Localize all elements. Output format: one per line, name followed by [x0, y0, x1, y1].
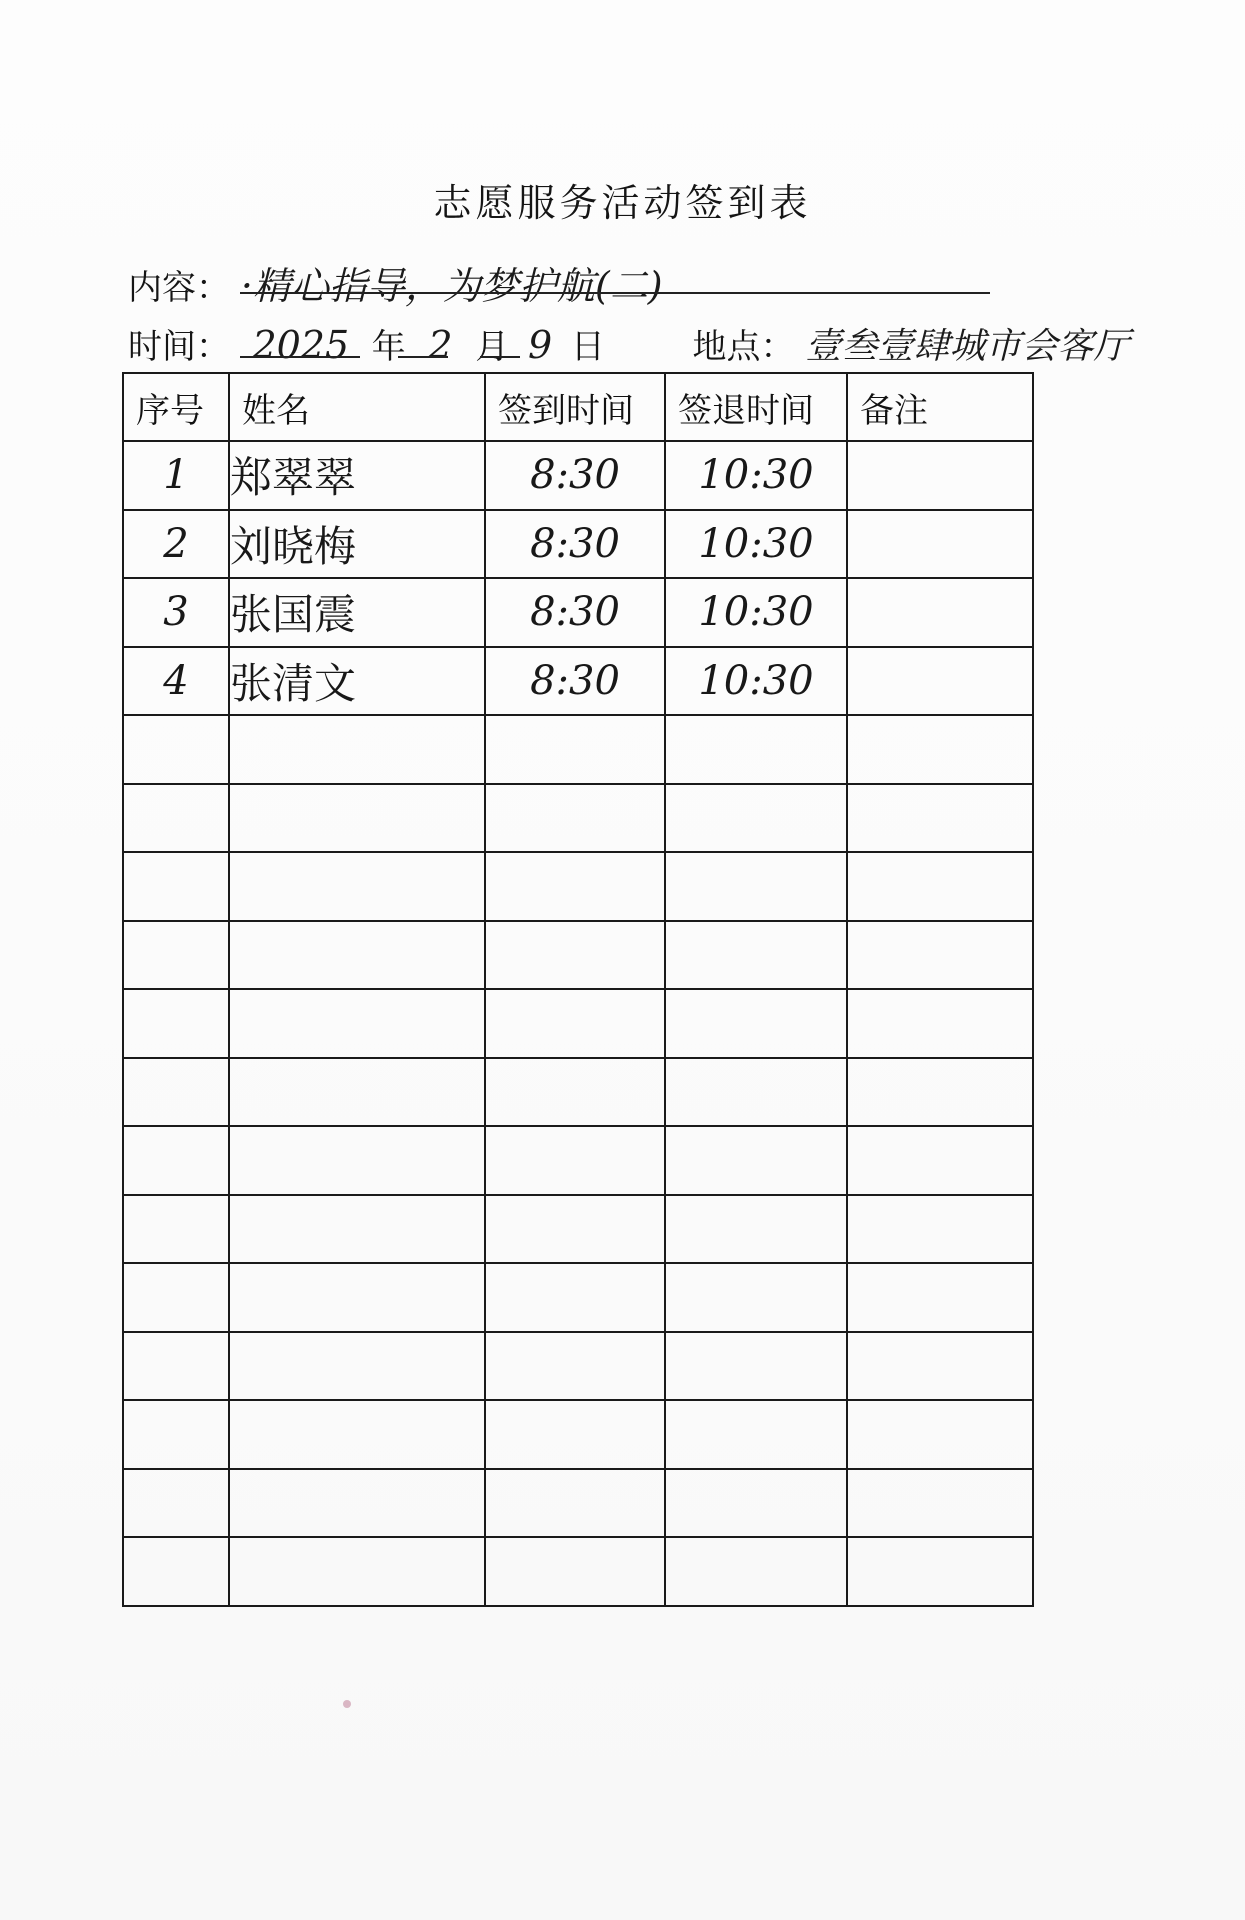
blank-cell — [665, 852, 847, 921]
row-sign-in: 8:30 — [485, 510, 665, 579]
blank-table-row — [123, 715, 1033, 784]
row-name: 刘晓梅 — [229, 510, 485, 579]
blank-table-row — [123, 921, 1033, 990]
content-row — [128, 255, 663, 310]
blank-cell — [123, 1537, 229, 1606]
blank-cell — [123, 715, 229, 784]
blank-cell — [665, 1537, 847, 1606]
row-sign-in: 8:30 — [485, 647, 665, 716]
blank-cell — [847, 1263, 1033, 1332]
content-value: ·精心指导，为梦护航(二) — [240, 264, 663, 308]
row-index: 2 — [123, 510, 229, 579]
blank-table-row — [123, 784, 1033, 853]
place-value: 壹叁壹肆城市会客厅 — [805, 326, 1130, 367]
blank-cell — [123, 1195, 229, 1264]
row-index: 4 — [123, 647, 229, 716]
blank-cell — [847, 1469, 1033, 1538]
blank-cell — [485, 921, 665, 990]
blank-cell — [229, 1537, 485, 1606]
row-sign-out: 10:30 — [665, 578, 847, 647]
time-label: 时间： — [128, 327, 230, 367]
blank-cell — [847, 1195, 1033, 1264]
blank-table-row — [123, 1263, 1033, 1332]
blank-cell — [485, 1469, 665, 1538]
row-name: 郑翠翠 — [229, 441, 485, 510]
row-remarks — [847, 578, 1033, 647]
row-remarks — [847, 441, 1033, 510]
blank-cell — [665, 921, 847, 990]
blank-table-row — [123, 1126, 1033, 1195]
sign-in-table — [122, 372, 1034, 1607]
blank-table-row — [123, 1537, 1033, 1606]
blank-cell — [485, 1263, 665, 1332]
blank-cell — [665, 1400, 847, 1469]
row-sign-in: 8:30 — [485, 578, 665, 647]
blank-table-row — [123, 1332, 1033, 1401]
content-label: 内容： — [128, 268, 230, 308]
blank-cell — [229, 715, 485, 784]
day-unit: 日 — [570, 327, 605, 367]
sheet-title: 志愿服务活动签到表 — [433, 181, 812, 225]
blank-cell — [485, 715, 665, 784]
year-underline — [240, 356, 360, 358]
blank-cell — [229, 1126, 485, 1195]
blank-table-row — [123, 989, 1033, 1058]
blank-cell — [847, 852, 1033, 921]
table-row — [123, 578, 1033, 647]
blank-cell — [485, 1400, 665, 1469]
blank-cell — [229, 1332, 485, 1401]
table-header-row — [123, 373, 1033, 441]
blank-cell — [665, 784, 847, 853]
blank-cell — [665, 1058, 847, 1127]
row-name: 张清文 — [229, 647, 485, 716]
blank-cell — [847, 1058, 1033, 1127]
blank-cell — [229, 921, 485, 990]
blank-cell — [123, 921, 229, 990]
row-index: 3 — [123, 578, 229, 647]
blank-cell — [847, 921, 1033, 990]
header-sign-in-time: 签到时间 — [485, 373, 665, 441]
row-name: 张国震 — [229, 578, 485, 647]
blank-cell — [229, 1469, 485, 1538]
blank-cell — [229, 989, 485, 1058]
blank-table-row — [123, 852, 1033, 921]
blank-cell — [123, 1332, 229, 1401]
blank-cell — [485, 1332, 665, 1401]
blank-cell — [847, 1332, 1033, 1401]
blank-table-row — [123, 1400, 1033, 1469]
blank-cell — [229, 852, 485, 921]
blank-cell — [123, 784, 229, 853]
row-sign-out: 10:30 — [665, 441, 847, 510]
month-unit: 月 — [475, 327, 510, 367]
blank-cell — [847, 715, 1033, 784]
blank-cell — [229, 1058, 485, 1127]
row-sign-out: 10:30 — [665, 647, 847, 716]
blank-cell — [485, 1058, 665, 1127]
row-remarks — [847, 647, 1033, 716]
ink-smudge — [343, 1700, 351, 1708]
blank-cell — [665, 1263, 847, 1332]
blank-cell — [847, 989, 1033, 1058]
table-row — [123, 441, 1033, 510]
year-value: 2025 — [252, 323, 350, 367]
table-row — [123, 647, 1033, 716]
header-name: 姓名 — [229, 373, 485, 441]
year-unit: 年 — [371, 327, 406, 367]
blank-cell — [123, 852, 229, 921]
blank-cell — [123, 989, 229, 1058]
row-sign-out: 10:30 — [665, 510, 847, 579]
row-index: 1 — [123, 441, 229, 510]
blank-cell — [123, 1469, 229, 1538]
month-value: 2 — [428, 323, 453, 367]
row-remarks — [847, 510, 1033, 579]
blank-cell — [123, 1126, 229, 1195]
month-underline — [398, 356, 448, 358]
header-remarks: 备注 — [847, 373, 1033, 441]
blank-cell — [847, 1537, 1033, 1606]
row-sign-in: 8:30 — [485, 441, 665, 510]
blank-cell — [665, 989, 847, 1058]
blank-cell — [665, 1332, 847, 1401]
day-underline — [480, 356, 520, 358]
blank-cell — [665, 1195, 847, 1264]
blank-cell — [665, 1469, 847, 1538]
blank-cell — [847, 1400, 1033, 1469]
blank-cell — [847, 1126, 1033, 1195]
blank-cell — [485, 989, 665, 1058]
blank-table-row — [123, 1058, 1033, 1127]
blank-cell — [123, 1263, 229, 1332]
blank-cell — [485, 1537, 665, 1606]
blank-cell — [485, 1195, 665, 1264]
blank-cell — [485, 784, 665, 853]
header-index: 序号 — [123, 373, 229, 441]
blank-cell — [123, 1058, 229, 1127]
blank-cell — [123, 1400, 229, 1469]
blank-cell — [229, 784, 485, 853]
time-place-row — [128, 318, 1129, 369]
day-value: 9 — [527, 323, 553, 367]
blank-cell — [665, 715, 847, 784]
table-row — [123, 510, 1033, 579]
blank-cell — [485, 1126, 665, 1195]
header-sign-out-time: 签退时间 — [665, 373, 847, 441]
blank-cell — [229, 1400, 485, 1469]
content-underline — [240, 292, 990, 294]
blank-cell — [665, 1126, 847, 1195]
blank-cell — [485, 852, 665, 921]
blank-table-row — [123, 1469, 1033, 1538]
blank-cell — [847, 784, 1033, 853]
place-label: 地点： — [692, 327, 795, 367]
blank-cell — [229, 1263, 485, 1332]
blank-cell — [229, 1195, 485, 1264]
blank-table-row — [123, 1195, 1033, 1264]
